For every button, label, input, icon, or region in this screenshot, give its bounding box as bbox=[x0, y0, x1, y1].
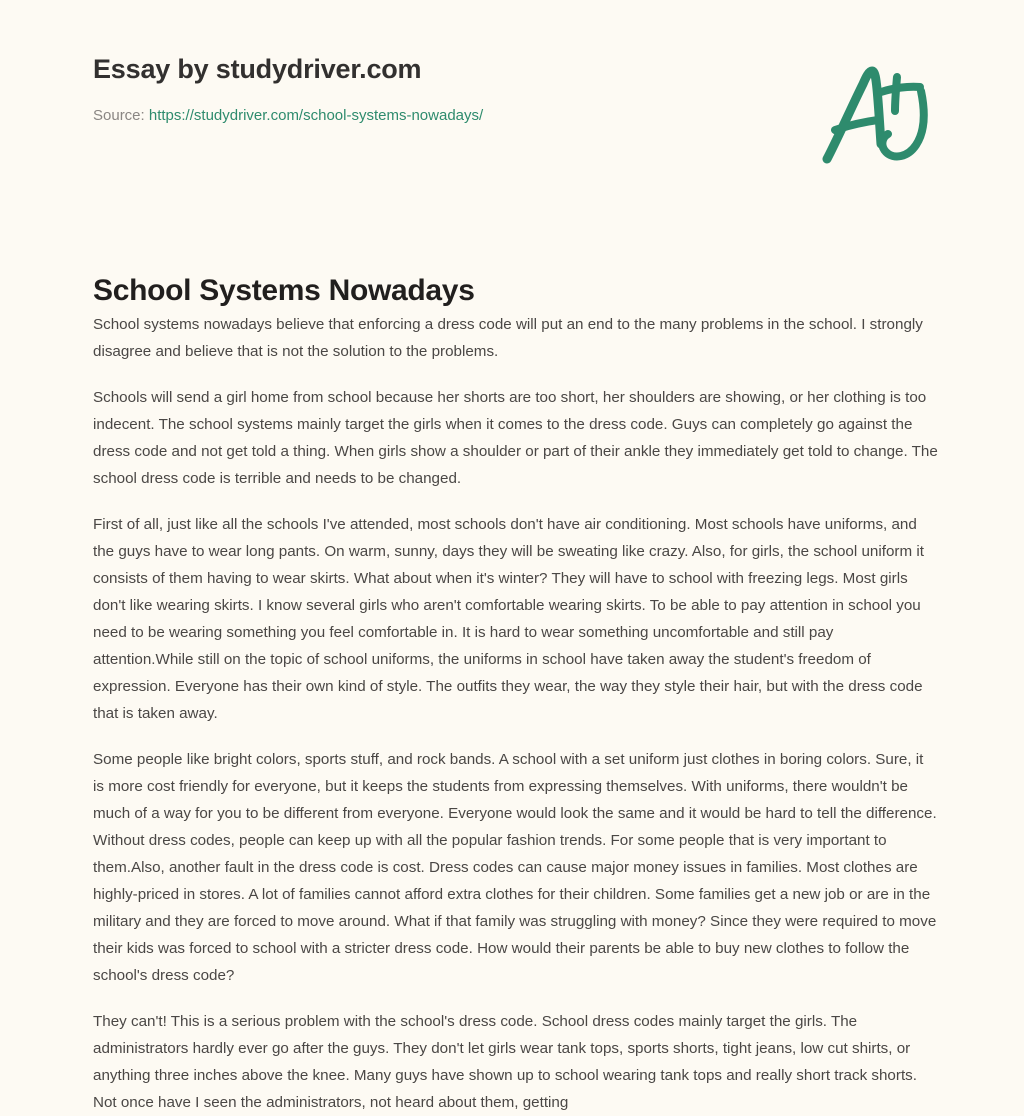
paragraph: They can't! This is a serious problem with the school's dress code. School dress codes mainly target the girls. The administrators hardly ever go after the guys. They don't let girls wear tank tops, sports shorts, tight jeans, low cut shirts, or anything three inches above the knee. Many guys have shown up to school wearing tank tops and really short track shorts. Not once have I seen the administrators, not heard about them, getting bbox=[93, 1013, 917, 1111]
paragraph: Some people like bright colors, sports stuff, and rock bands. A school with a set uniform just clothes in boring colors. Sure, it is more cost friendly for everyone, but it keeps the students from expressing themselves. With uniforms, there wouldn't be much of a way for you to be different from everyone. Everyone would look the same and it would be hard to tell the difference. Without dress codes, people can keep up with all the popular fashion trends. For some people that is very important to them.Also, another fault in the dress code is cost. Dress codes can cause major money issues in families. Most clothes are highly-priced in stores. A lot of families cannot afford extra clothes for their children. Some families get a new job or are in the military and they are forced to move around. What if that family was struggling with money? Since they were required to move their kids was forced to school with a stricter dress code. How would their parents be able to buy new clothes to follow the school's dress code? bbox=[93, 751, 937, 984]
source-label: Source: bbox=[93, 106, 145, 124]
essay-byline: Essay by studydriver.com bbox=[93, 54, 422, 84]
paragraph: First of all, just like all the schools I've attended, most schools don't have air conditioning. Most schools have uniforms, and the guys have to wear long pants. On warm, sunny, days they will be sweating like crazy. Also, for girls, the school uniform it consists of them having to wear skirts. What about when it's winter? They will have to school with freezing legs. Most girls don't like wearing skirts. I know several girls who aren't comfortable wearing skirts. To be able to pay attention in school you need to be wearing something you feel comfortable in. It is hard to wear something uncomfortable and still pay attention.While still on the topic of school uniforms, the uniforms in school have taken away the student's freedom of expression. Everyone has their own kind of style. The outfits they wear, the way they style their hair, but with the dress code that is taken away. bbox=[93, 516, 924, 722]
source-url-link[interactable]: https://studydriver.com/school-systems-nowadays/ bbox=[148, 106, 484, 124]
source-line bbox=[93, 107, 931, 125]
a-plus-logo-icon bbox=[820, 58, 936, 170]
page-title: School Systems Nowadays bbox=[93, 274, 475, 308]
paragraph: Schools will send a girl home from school because her shorts are too short, her shoulders are showing, or her clothing is too indecent. The school systems mainly target the girls when it comes to the dress code. Guys can completely go against the dress code and not get told a thing. When girls show a shoulder or part of their ankle they immediately get told to change. The school dress code is terrible and needs to be changed. bbox=[93, 389, 938, 487]
essay-body bbox=[93, 311, 938, 1116]
paragraph: School systems nowadays believe that enforcing a dress code will put an end to the many problems in the school. I strongly disagree and believe that is not the solution to the problems. bbox=[93, 316, 923, 360]
document-header bbox=[93, 55, 931, 125]
